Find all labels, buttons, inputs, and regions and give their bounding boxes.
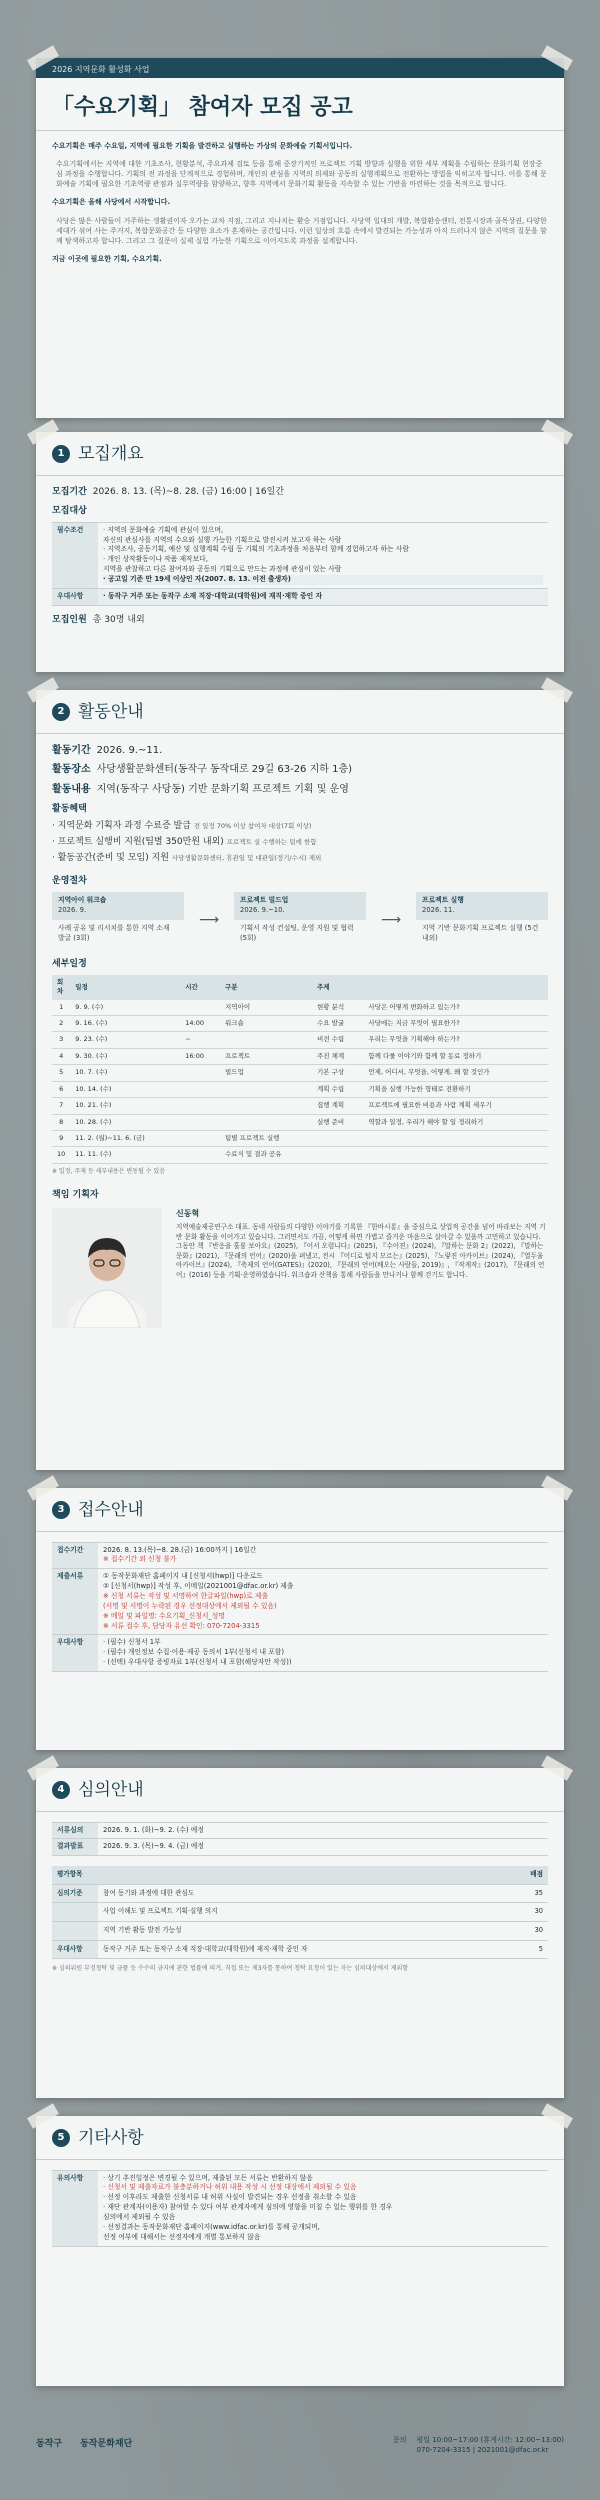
section-title: 심의안내	[78, 1780, 144, 1800]
score-label: 우대사항	[52, 1940, 98, 1959]
flow-step	[52, 892, 184, 947]
benefit-note: 프로젝트 실 수행하는 팀에 한함	[226, 838, 317, 847]
schedule-cell-detail	[363, 1147, 548, 1163]
line-red: (서명 및 서명이 누락된 경우 선정대상에서 제외될 수 있음)	[103, 1601, 277, 1610]
benefit-note: 전 일정 70% 이상 참여자 대상(7회 이상)	[193, 822, 312, 831]
score-value: 5	[508, 1940, 548, 1959]
col-head: 일정	[70, 975, 180, 1000]
line: 지역을 관찰하고 다른 참여자와 공동의 기획으로 만드는 과정에 관심이 있는 사람	[103, 565, 342, 574]
step-date: 2026. 11.	[422, 906, 455, 915]
line: · 개인 상작활동이나 작품 제작보다,	[103, 555, 208, 564]
line: · 공고일 기준 만 19세 이상인 자(2007. 8. 13. 이전 출생자)	[103, 575, 543, 585]
section-misc	[36, 2116, 564, 2386]
schedule-cell-cat: 빌드업	[220, 1065, 312, 1081]
header-card	[36, 58, 564, 418]
note-line: 선정 여부에 대해서는 선정자에게 개별 통보하지 않음	[103, 2232, 261, 2241]
count-value: 총 30명 내외	[92, 614, 145, 625]
row-value: 2026. 9. 3. (목)~9. 4. (금) 예정	[98, 1839, 548, 1856]
flow-label: 운영절차	[52, 876, 87, 887]
schedule-cell-date: 10. 14. (수)	[70, 1081, 180, 1097]
schedule-note: ※ 일정, 주제 등 세부내용은 변동될 수 있음	[52, 1167, 166, 1175]
header-top: 2026 지역문화 활성화 사업	[36, 58, 564, 78]
section-number: 1	[52, 445, 70, 463]
schedule-cell-detail: 프로젝트에 필요한 비용과 사람 계획 세우기	[363, 1098, 548, 1114]
schedule-cell-time: 14:00	[180, 1016, 220, 1032]
schedule-cell-cat	[220, 1098, 312, 1114]
schedule-cell-topic: 기본 구상	[312, 1065, 363, 1081]
col-head: 구분	[220, 975, 312, 1000]
score-item: 참여 동기와 과정에 대한 관심도	[98, 1884, 508, 1903]
count-label: 모집인원	[52, 614, 87, 625]
section-review	[36, 1768, 564, 2098]
step-title: 프로젝트 실행	[422, 896, 464, 905]
line: · 지역의 문화예술 기획에 관심이 있으며,	[103, 525, 224, 534]
schedule-cell-detail: 사당은 어떻게 변화하고 있는가?	[363, 1000, 548, 1016]
schedule-cell-cat: 지역아이	[220, 1000, 312, 1016]
process-flow	[52, 892, 548, 947]
kv-key: 활동장소	[52, 764, 91, 776]
schedule-cell-detail: 역할과 일정, 우리가 해야 할 일 정리하기	[363, 1114, 548, 1130]
score-head: 평가항목	[52, 1866, 98, 1884]
step-desc: 기획서 작성 컨설팅, 운영 지원 및 협력 (5회)	[240, 924, 354, 942]
mentor-label: 책임 기획자	[52, 1189, 99, 1200]
mentor-bio: 지역예술제공연구소 대표. 동네 사람들의 다양한 이야기를 기록한 『한바시롱』을 중심으로 상업적 공간을 넘어 바라보는 지역 기반 문화 활동을 이어가고 있습니다. 그러면서도 가끔, 어떻게 하면 가볍고 즐거운 마음으로 살아갈 수 있을까 고민하고 있습니다. 그동안 책 『반응을 훌륭 보아요』(2025), 『어서 오렴니다』(2025), 『수어젼』(2024), 『말하는 문화 2』(2022), 『말하는 문화』(2021), 『문래의 언어』(2020)을 펴냈고, 전시 『어디로 털지 모르는』(2025), 『노랗진 아카이브』(2024), 『열두울 아카이브』(2024), 『축제의 언어(GATES)』(2020), 『문래의 언어(배오는 사람들, 2019)』, 『작게작』(2017), 『문래의 언어』(2016) 등을 기획·운영하였습니다. 워크숍과 산책을 통해 사람들을 만나거나 함께 걷기도 합니다.	[176, 1223, 546, 1279]
schedule-cell-n: 6	[52, 1081, 70, 1097]
step-title: 지역아이 워크숍	[58, 896, 107, 905]
section-application	[36, 1488, 564, 1750]
schedule-cell-topic: 계획 수립	[312, 1081, 363, 1097]
row-label: 서류심의	[52, 1822, 98, 1839]
arrow-right-icon: ⟶	[380, 911, 402, 928]
note-line: · 선정결과는 동작문화재단 홈페이지(www.idfac.or.kr)를 통해 공개되며,	[103, 2222, 320, 2231]
step-desc: 지역 기반 문화기획 프로젝트 실행 (5건 내외)	[422, 924, 539, 942]
col-head: 회차	[52, 975, 70, 1000]
benefit: · 활동공간(준비 및 모임) 지원	[52, 853, 169, 864]
section-number: 2	[52, 703, 70, 721]
schedule-cell-n: 7	[52, 1098, 70, 1114]
schedule-cell-date: 9. 30. (수)	[70, 1048, 180, 1064]
line: ① 동작문화재단 홈페이지 내 [신청서(hwp)] 다운로드	[103, 1572, 263, 1581]
score-item: 사업 이해도 및 프로젝트 기획·실행 의지	[98, 1903, 508, 1922]
schedule-cell-n: 8	[52, 1114, 70, 1130]
col-head: 시간	[180, 975, 220, 1000]
schedule-cell-n: 10	[52, 1147, 70, 1163]
period-label: 모집기간	[52, 486, 87, 497]
arrow-right-icon: ⟶	[198, 911, 220, 928]
schedule-cell-topic: 주진 체계	[312, 1048, 363, 1064]
period-value: 2026. 8. 13. (목)~8. 28. (금) 16:00 | 16일간	[92, 486, 285, 497]
row-label: 결과발표	[52, 1839, 98, 1856]
row-label: 우대사항	[52, 588, 98, 605]
row-label: 제출서류	[52, 1569, 98, 1635]
schedule-cell-date: 9. 9. (수)	[70, 1000, 180, 1016]
score-value: 35	[508, 1884, 548, 1903]
kv-value: 2026. 9.~11.	[96, 744, 163, 756]
logo-foundation: 동작문화재단	[80, 2439, 133, 2450]
row-label: 우대사항	[52, 1635, 98, 1672]
schedule-row	[52, 1098, 548, 1114]
schedule-cell-topic: 실행 준비	[312, 1114, 363, 1130]
note-line: · 신청서 및 제출자료가 불충분하거나 허위 내용 작성 시 선정 대상에서 제외될 수 있음	[103, 2183, 357, 2192]
schedule-cell-topic: 현황 분석	[312, 1000, 363, 1016]
schedule-cell-detail: 기획을 실행 가능한 형태로 전환하기	[363, 1081, 548, 1097]
schedule-cell-n: 3	[52, 1032, 70, 1048]
schedule-cell-topic: 비전 수립	[312, 1032, 363, 1048]
mentor-name: 신동혁	[176, 1208, 200, 1218]
score-item: 동작구 거주 또는 동작구 소재 직장·대학교(대학원)에 재직·재학 중인 자	[98, 1940, 508, 1959]
schedule-cell-cat: 워크숍	[220, 1016, 312, 1032]
schedule-cell-date: 10. 7. (수)	[70, 1065, 180, 1081]
score-table	[52, 1866, 548, 1959]
section-activity	[36, 690, 564, 1470]
step-date: 2026. 9.	[58, 906, 87, 915]
line: 2026. 8. 13.(목)~8. 28.(금) 16:00까지 | 16일간	[103, 1545, 257, 1554]
note-line: · 선정 이후라도 제출한 신청서류 내 허위 사실이 발견되는 경우 선정을 취소할 수 있음	[103, 2193, 357, 2202]
benefit: · 프로젝트 실행비 지원(팀별 350만원 내외)	[52, 837, 224, 848]
schedule-cell-n: 4	[52, 1048, 70, 1064]
line: · (필수) 개인정보 수집·이용·제공 동의서 1부(신청서 내 포함)	[103, 1648, 284, 1657]
line-red: ※ 서류 접수 후, 담당자 유선 확인: 070-7204-3315	[103, 1621, 260, 1630]
benefit: · 지역문화 기획자 과정 수료증 발급	[52, 821, 191, 832]
schedule-cell-cat: 프로젝트	[220, 1048, 312, 1064]
schedule-cell-cat: 수료식 및 결과 공유	[220, 1147, 312, 1163]
schedule-cell-time	[180, 1147, 220, 1163]
schedule-row	[52, 1065, 548, 1081]
schedule-cell-detail: 사당에는 지금 무엇이 필요한가?	[363, 1016, 548, 1032]
target-label: 모집대상	[52, 505, 87, 516]
schedule-cell-n: 2	[52, 1016, 70, 1032]
schedule-cell-n: 5	[52, 1065, 70, 1081]
flow-step	[234, 892, 366, 947]
schedule-cell-detail	[363, 1131, 548, 1147]
row-value: 2026. 9. 1. (화)~9. 2. (수) 예정	[98, 1822, 548, 1839]
schedule-cell-cat	[220, 1081, 312, 1097]
schedule-cell-time	[180, 1098, 220, 1114]
intro-strong-2: 수요기획은 올해 사당에서 시작합니다.	[52, 198, 171, 207]
schedule-cell-detail: 우리는 무엇을 기획해야 하는가?	[363, 1032, 548, 1048]
score-value: 30	[508, 1903, 548, 1922]
step-title: 프로젝트 빌드업	[240, 896, 289, 905]
intro-body: 수요기획에서는 지역에 대한 기초조사, 현황분석, 주요과제 검토 등을 통해 중장기적인 프로젝트 기획 방향과 실행을 위한 세부 계획을 수립하는 문화기획 현장중심 과정을 수행합니다. 기획의 전 과정을 단계적으로 경험하며, 개인의 관심을 지역의 의제와 공동의 실행계획으로 전환하는 방법을 익히고자 합니다. 이를 통해 문화예술 기획에 필요한 기초역량 관점과 실무역량을 함양하고, 향후 지역에서 문화기획 활동을 지속할 수 있는 기반을 마련하는 것을 목적으로 합니다.	[56, 160, 547, 189]
schedule-row	[52, 1000, 548, 1016]
line-red: ※ 메일 및 파일명: 수요기획_신청서_성명	[103, 1611, 225, 1620]
line: · (필수) 신청서 1부	[103, 1638, 161, 1647]
schedule-label: 세부일정	[52, 958, 87, 969]
schedule-cell-time	[180, 1131, 220, 1147]
schedule-row	[52, 1016, 548, 1032]
contact-phone: 070-7204-3315 | 2021001@dfac.or.kr	[416, 2446, 549, 2454]
schedule-cell-date: 11. 11. (수)	[70, 1147, 180, 1163]
line: · 동작구 거주 또는 동작구 소재 직장·대학교(대학원)에 재직·재학 중인 자	[98, 588, 548, 605]
score-label: 심의기준	[52, 1884, 98, 1903]
schedule-cell-time: 16:00	[180, 1048, 220, 1064]
section-title: 모집개요	[78, 444, 144, 464]
schedule-row	[52, 1114, 548, 1130]
target-table	[52, 522, 548, 606]
section-title: 접수안내	[78, 1500, 144, 1520]
review-table	[52, 1822, 548, 1857]
page-title: 「수요기획」 참여자 모집 공고	[36, 78, 564, 131]
schedule-cell-cat: 팀별 프로젝트 실행	[220, 1131, 312, 1147]
schedule-cell-time: ~	[180, 1032, 220, 1048]
row-label: 접수기간	[52, 1542, 98, 1569]
row-label: 필수조건	[52, 522, 98, 588]
schedule-cell-topic: 집행 계획	[312, 1098, 363, 1114]
row-label: 유의사항	[52, 2170, 98, 2246]
score-value: 30	[508, 1921, 548, 1940]
footer	[36, 2420, 564, 2470]
col-head: 주제	[312, 975, 548, 1000]
schedule-row	[52, 1081, 548, 1097]
section-title: 활동안내	[78, 702, 144, 722]
schedule-cell-date: 10. 28. (수)	[70, 1114, 180, 1130]
review-note: ※ 심의위원 부정청탁 및 금품 등 수수의 금지에 관한 법률에 의거, 직접 또는 제3자를 통하여 청탁 요청이 있는 자는 심의대상에서 제외함	[52, 1965, 409, 1973]
schedule-cell-topic: 수요 발굴	[312, 1016, 363, 1032]
schedule-cell-n: 9	[52, 1131, 70, 1147]
note-line: 심의에서 제외될 수 있음	[103, 2213, 176, 2222]
note-line: · 재단 관계자(이용자) 참여할 수 있다 여부 관계자에게 심의에 영향을 미칠 수 있는 행위를 한 경우	[103, 2203, 393, 2212]
schedule-cell-n: 1	[52, 1000, 70, 1016]
application-table	[52, 1542, 548, 1672]
score-head: 배점	[508, 1866, 548, 1884]
schedule-cell-detail: 함께 다룰 이야기와 함께 할 동료 정하기	[363, 1048, 548, 1064]
schedule-cell-time	[180, 1065, 220, 1081]
schedule-cell-topic	[312, 1131, 363, 1147]
logo-dongjak-gu: 동작구	[36, 2439, 63, 2450]
line: 자신의 관심사를 지역의 수요와 실행 가능한 기획으로 발전시켜 보고자 하는 사람	[103, 535, 342, 544]
schedule-row	[52, 1048, 548, 1064]
schedule-cell-date: 10. 21. (수)	[70, 1098, 180, 1114]
kv-key: 활동내용	[52, 783, 91, 795]
line-red: ※ 접수기간 외 신청 불가	[103, 1555, 177, 1564]
benefit-label: 활동혜택	[52, 804, 87, 815]
schedule-cell-time	[180, 1114, 220, 1130]
line: ② [신청서(hwp)] 작성 후, 이메일(2021001@dfac.or.kr) 제출	[103, 1582, 294, 1591]
misc-table	[52, 2170, 548, 2247]
step-desc: 사례 공유 및 리서치를 통한 지역 소재 발굴 (3회)	[58, 924, 170, 942]
section-title: 기타사항	[78, 2128, 144, 2148]
contact-hours: 평일 10:00~17:00 (휴게시간: 12:00~13:00)	[416, 2435, 564, 2444]
section-recruit	[36, 432, 564, 672]
intro-strong: 수요기획은 매주 수요일, 지역에 필요한 기획을 발견하고 실행하는 가상의 문화예술 기획서입니다.	[52, 141, 353, 150]
schedule-cell-cat	[220, 1114, 312, 1130]
line-red: ※ 신청 서류는 작성 및 서명하여 한글파일(hwp)로 제출	[103, 1592, 269, 1601]
section-number: 3	[52, 1501, 70, 1519]
schedule-cell-date: 11. 2. (월)~11. 6. (금)	[70, 1131, 180, 1147]
kv-value: 사당생활문화센터(동작구 동작대로 29길 63-26 지하 1층)	[96, 764, 353, 776]
intro-body-2: 사당은 많은 사람들이 거주하는 생활권이자 오가는 교차 지점, 그리고 지나치는 환승 거점입니다. 사당역 일대의 개발, 복합환승센터, 전통시장과 골목상권, 다양한 세대가 섞여 사는 주거지, 복합문화공간 등 다양한 요소가 혼재하는 공간입니다. 이런 일상의 흐름 속에서 발견되는 가능성과 아직 드러나지 않은 지역의 질문을 함께 탐색하고자 합니다. 그리고 그 질문이 실제 실험 가능한 기획으로 이어지도록 과정을 설계합니다.	[56, 216, 547, 245]
schedule-cell-date: 9. 23. (수)	[70, 1032, 180, 1048]
flow-step	[416, 892, 548, 947]
schedule-cell-detail: 언제, 어디서, 무엇을, 어떻게, 왜 할 것인가	[363, 1065, 548, 1081]
schedule-cell-date: 9. 16. (수)	[70, 1016, 180, 1032]
step-date: 2026. 9.~10.	[240, 906, 285, 915]
line: · (선택) 우대사항 증빙자료 1부(신청서 내 포함(해당자만 작성))	[103, 1658, 292, 1667]
schedule-row	[52, 1032, 548, 1048]
kv-value: 지역(동작구 사당동) 기반 문화기획 프로젝트 기획 및 운영	[96, 783, 349, 795]
kv-key: 활동기간	[52, 744, 91, 756]
schedule-cell-time	[180, 1000, 220, 1016]
schedule-cell-cat	[220, 1032, 312, 1048]
schedule-row	[52, 1147, 548, 1163]
line: · 지역조사, 공동기획, 예산 및 실행계획 수립 등 기획의 기초과정을 처음부터 함께 경험하고자 하는 사람	[103, 545, 409, 554]
schedule-cell-topic	[312, 1147, 363, 1163]
schedule-cell-time	[180, 1081, 220, 1097]
mentor-photo	[52, 1208, 162, 1328]
schedule-table	[52, 975, 548, 1164]
intro-strong-3: 지금 이곳에 필요한 기획, 수요기획.	[52, 255, 162, 264]
note-line: · 상기 추진일정은 변경될 수 있으며, 제출된 모든 서류는 반환하지 않음	[103, 2173, 313, 2182]
section-number: 4	[52, 1781, 70, 1799]
schedule-row	[52, 1131, 548, 1147]
section-number: 5	[52, 2129, 70, 2147]
contact-label: 문의	[392, 2435, 407, 2444]
benefit-note: 사당생활문화센터, 휴관일 및 대관일(정기/수시) 제외	[171, 854, 322, 863]
score-item: 지역 기반 활동 발전 가능성	[98, 1921, 508, 1940]
